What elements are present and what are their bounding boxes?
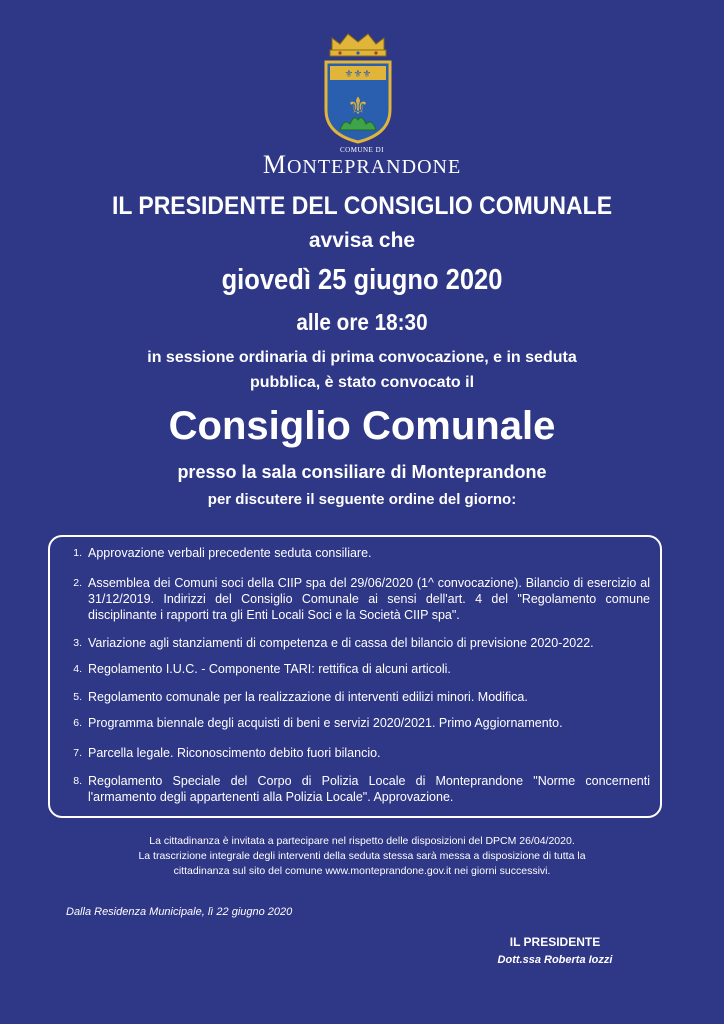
agenda-item-text: Parcella legale. Riconoscimento debito fuori bilancio. [88,746,381,760]
municipal-crest-icon [318,30,398,148]
agenda-item-number: 3. [73,637,82,649]
heading-president: IL PRESIDENTE DEL CONSIGLIO COMUNALE [111,192,613,220]
page-title: Consiglio Comunale [168,404,556,448]
citizen-notice [0,834,724,879]
issue-date: Dalla Residenza Municipale, lì 22 giugno 2020 [66,906,293,918]
svg-text:⚜⚜⚜: ⚜⚜⚜ [344,69,372,80]
signature-name: Dott.ssa Roberta Iozzi [497,954,613,966]
meeting-time: alle ore 18:30 [296,309,428,335]
logo-title-initial: M [262,150,287,179]
agenda-item-number: 4. [73,663,82,675]
notice-line-1: La cittadinanza è invitata a partecipare nel rispetto delle disposizioni del DPCM 26/04/2020. [149,835,575,847]
notice-line-2: La trascrizione integrale degli interventi della seduta stessa sarà messa a disposizione di tutta la [138,850,586,862]
agenda-item-number: 7. [73,747,82,759]
agenda-item-number: 2. [73,577,82,589]
logo-title [0,150,724,180]
agenda-item-text: Regolamento Speciale del Corpo di Polizia Locale di Monteprandone "Norme concernenti l'armamento degli appartenenti alla Polizia Locale". Approvazione. [88,774,650,804]
agenda-intro: per discutere il seguente ordine del giorno: [207,491,517,508]
agenda-item-text: Variazione agli stanziamenti di competenza e di cassa del bilancio di previsione 2020-2022. [88,636,594,650]
agenda-item-number: 1. [73,547,82,559]
agenda-item-number: 6. [73,717,82,729]
agenda-item-number: 8. [73,775,82,787]
logo-subtitle: COMUNE DI [340,146,384,154]
session-line-1: in sessione ordinaria di prima convocazione, e in seduta [147,349,577,366]
agenda-item-text: Approvazione verbali precedente seduta consiliare. [88,546,372,560]
meeting-location: presso la sala consiliare di Monteprandone [177,462,547,482]
session-line-2: pubblica, è stato convocato il [249,374,475,391]
agenda-item-text: Assemblea dei Comuni soci della CIIP spa del 29/06/2020 (1^ convocazione). Bilancio di esercizio al 31/12/2019. Indirizzi del Consiglio Comunale ai sensi dell'art. 4 del "Regolamento comune disciplinante i rapporti tra gli Enti Locali Soci e la Società CIIP spa". [88,576,650,622]
meeting-date: giovedì 25 giugno 2020 [221,264,503,296]
agenda-item-text: Regolamento I.U.C. - Componente TARI: rettifica di alcuni articoli. [88,662,451,676]
agenda-item-text: Programma biennale degli acquisti di beni e servizi 2020/2021. Primo Aggiornamento. [88,716,563,730]
notice-line-3: cittadinanza sul sito del comune www.monteprandone.gov.it nei giorni successivi. [173,865,551,877]
agenda-item-text: Regolamento comunale per la realizzazione di interventi edilizi minori. Modifica. [88,690,528,704]
agenda-item-number: 5. [73,691,82,703]
logo-title-rest: ONTEPRANDONE [286,156,462,178]
heading-announces: avvisa che [308,229,416,252]
crown-icon [330,34,386,56]
svg-text:⚜: ⚜ [347,92,369,120]
signature-title: IL PRESIDENTE [509,935,601,949]
